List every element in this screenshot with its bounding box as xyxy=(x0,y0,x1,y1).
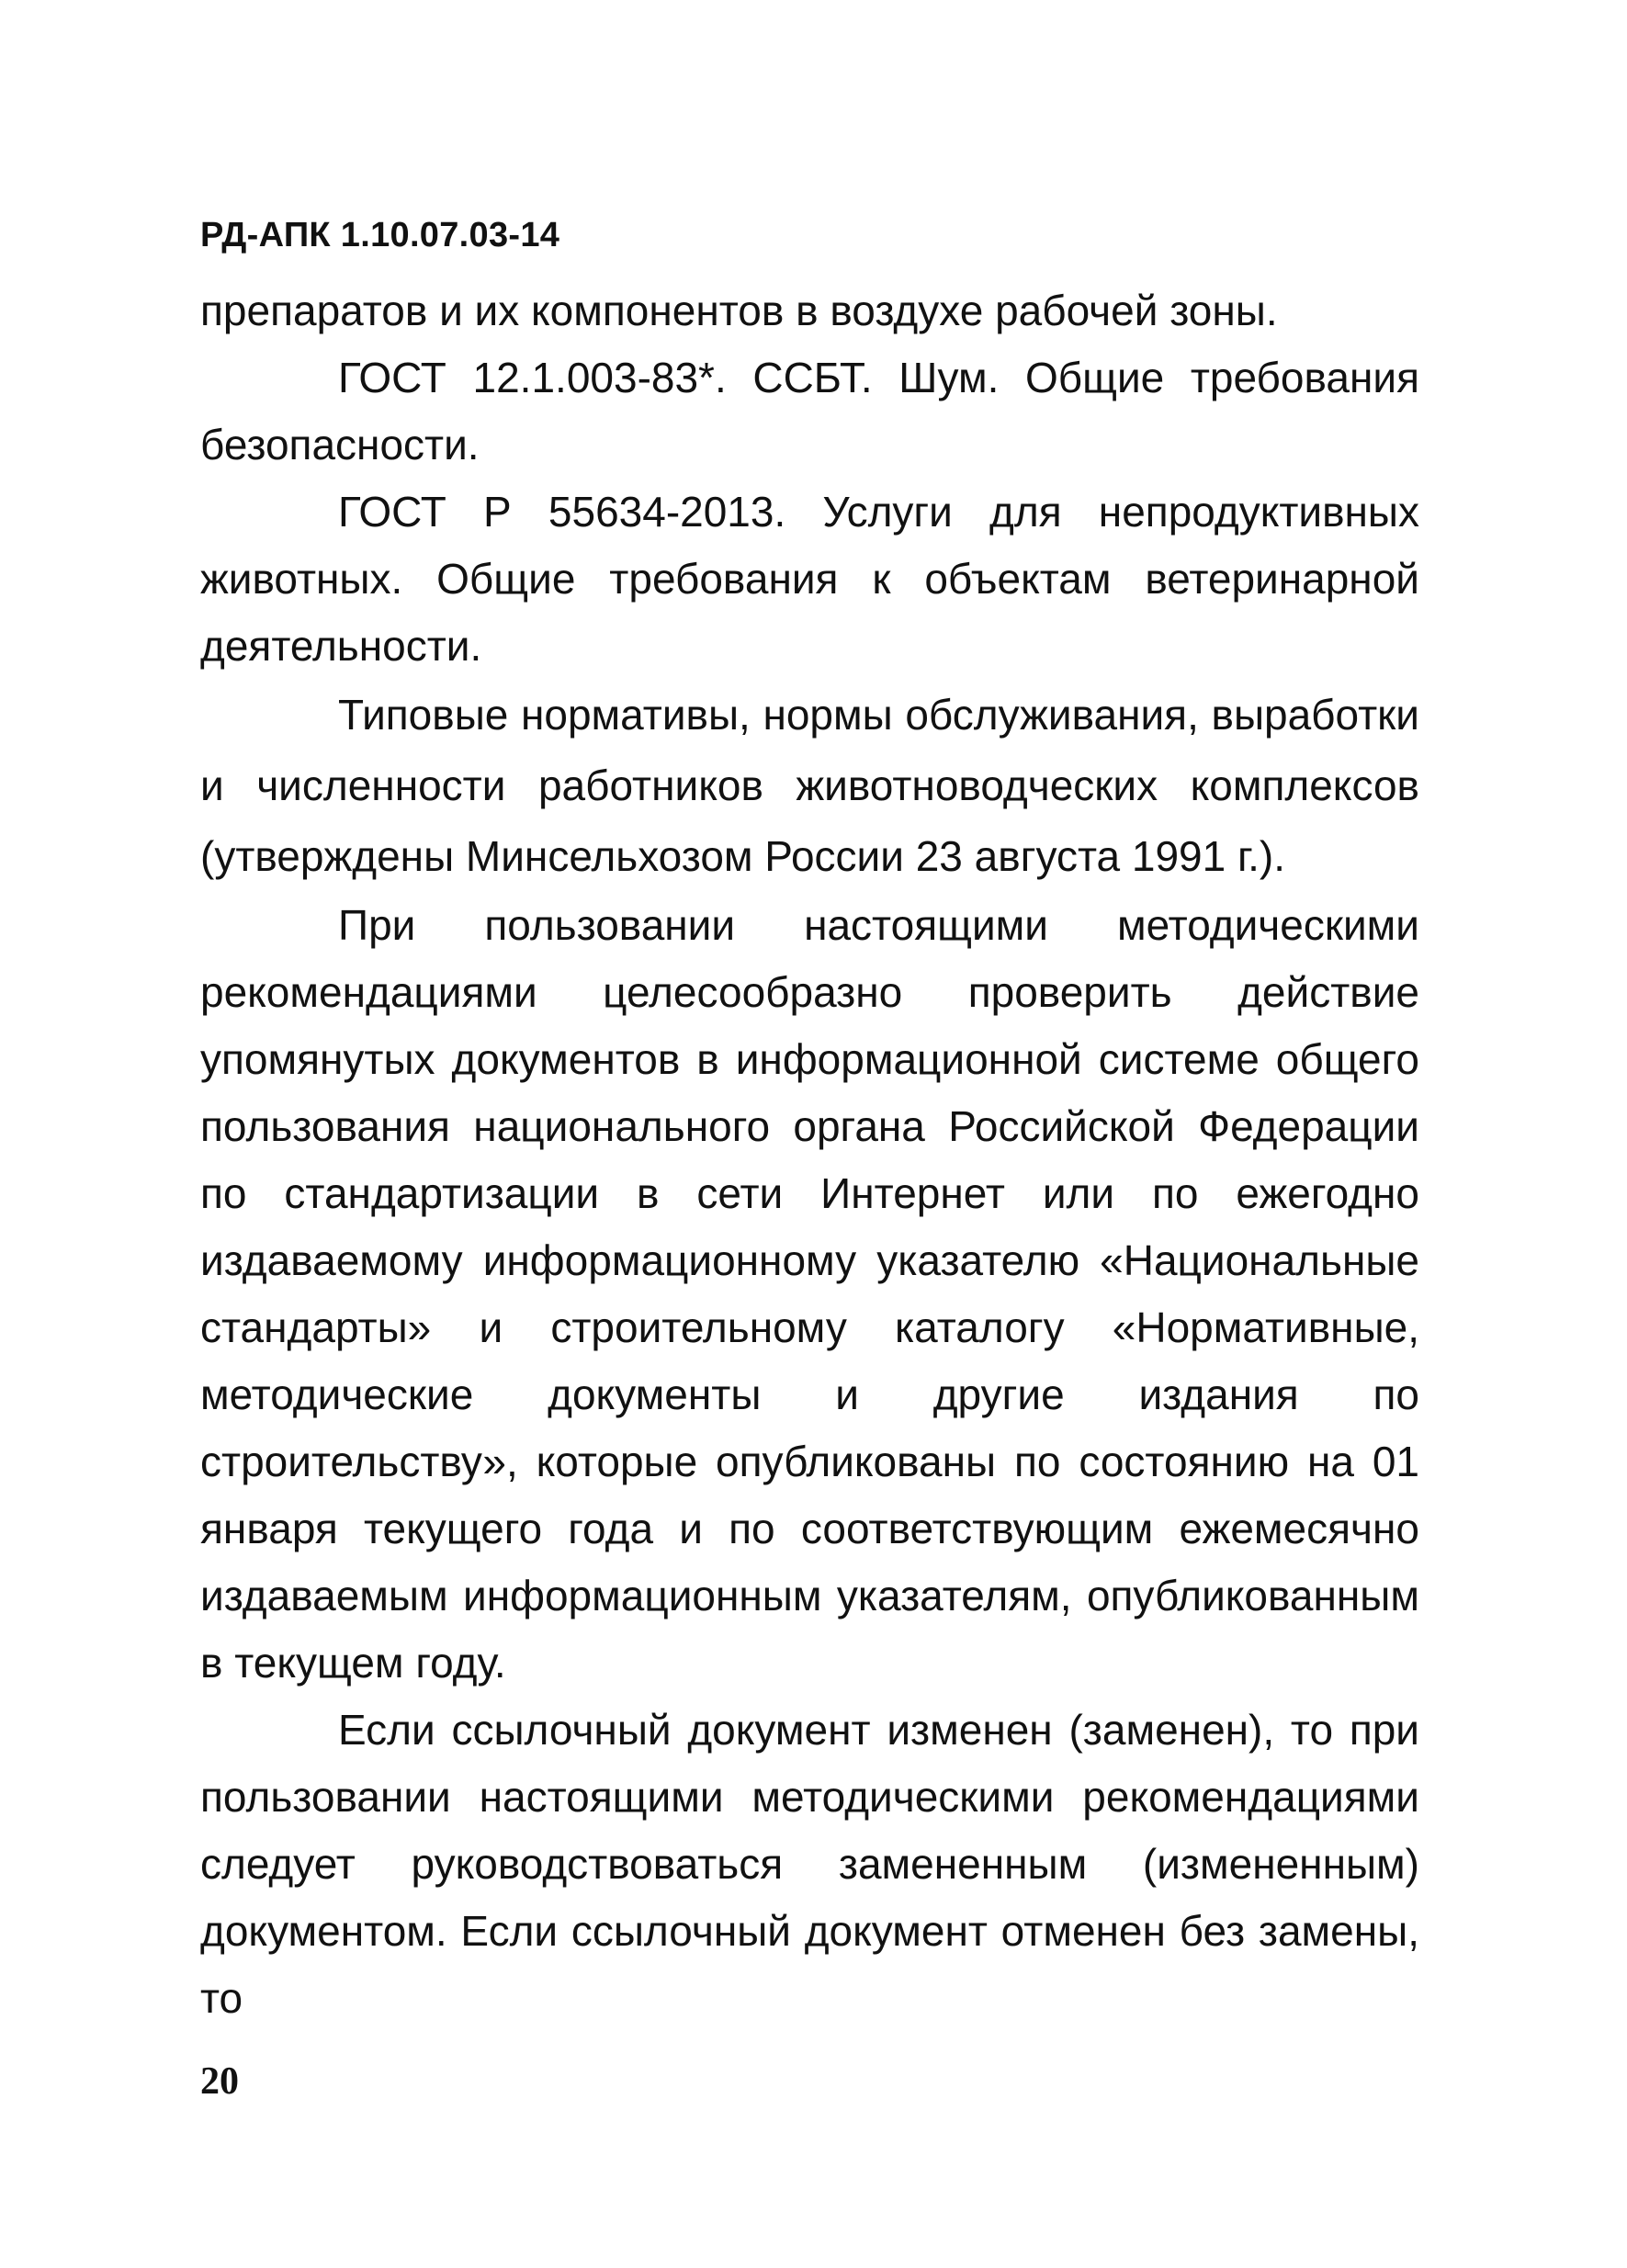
body-text xyxy=(200,277,1419,2032)
document-code-header: РД-АПК 1.10.07.03-14 xyxy=(200,216,560,254)
paragraph-gost-animals: ГОСТ Р 55634-2013. Услуги для непродуктивных животных. Общие требования к объектам ветеринарной деятельности. xyxy=(200,488,1419,670)
paragraph-usage-check: При пользовании настоящими методическими рекомендациями целесообразно проверить действие упомянутых документов в информационной системе общего пользования национального органа Российской Федерации по стандартизации в сети Интернет или по ежегодно издаваемому информационному указателю «Национальные стандарты» и строительному каталогу «Нормативные, методические документы и другие издания по строительству», которые опубликованы по состоянию на 01 января текущего года и по соответствующим ежемесячно издаваемым информационным указателям, опубликованным в текущем году. xyxy=(200,901,1419,1687)
paragraph-reference-changes: Если ссылочный документ изменен (заменен), то при пользовании настоящими методическими рекомендациями следует руководствоваться замененным (измененным) документом. Если ссылочный документ отменен без замены, то xyxy=(200,1706,1419,2022)
paragraph-continuation: препаратов и их компонентов в воздухе рабочей зоны. xyxy=(200,287,1278,334)
page-number: 20 xyxy=(200,2060,239,2103)
paragraph-gost-noise: ГОСТ 12.1.003-83*. ССБТ. Шум. Общие требования безопасности. xyxy=(200,354,1419,468)
paragraph-standard-norms: Типовые нормативы, нормы обслуживания, выработки и численности работников животноводческих комплексов (утверждены Минсельхозом России 23 августа 1991 г.). xyxy=(200,691,1419,880)
